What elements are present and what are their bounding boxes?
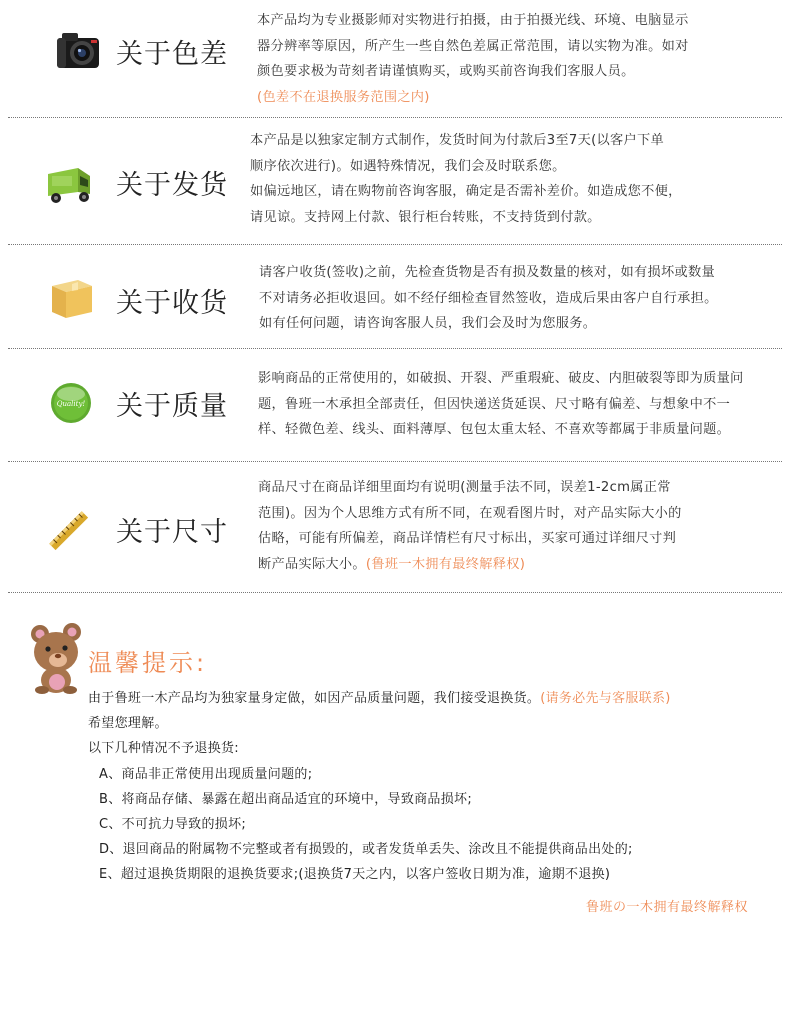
quality-badge-icon bbox=[47, 380, 97, 426]
section-title: 关于尺寸 bbox=[116, 517, 228, 548]
section-title: 关于发货 bbox=[116, 170, 228, 201]
section-body: 影响商品的正常使用的，如破损、开裂、严重瑕疵、破皮、内胆破裂等即为质量问 题，鲁班一木承担全部责任，但因快递送货延误、尺寸略有偏差、与想象中不一 样、轻微色差、线头、面料薄厚、包包太重太轻、不喜欢等都属于非质量问题。 bbox=[258, 371, 744, 437]
tips-title: 温馨提示: bbox=[88, 649, 208, 677]
section-title: 关于色差 bbox=[116, 39, 228, 70]
list-title: 以下几种情况不予退换货: bbox=[88, 741, 239, 757]
section-body: 本产品均为专业摄影师对实物进行拍摄，由于拍摄光线、环境、电脑显示 器分辨率等原因，所产生一些自然色差属正常范围，请以实物为准。如对 颜色要求极为苛刻者请谨慎购买，或购买前咨询我们客服人员。 (色差不在退换服务范围之内) bbox=[257, 8, 689, 110]
divider bbox=[8, 117, 782, 118]
signature: 鲁班の一木拥有最终解释权 bbox=[585, 900, 748, 915]
contact-note: (请务必先与客服联系) bbox=[540, 691, 671, 706]
disclaimer-note: (鲁班一木拥有最终解释权) bbox=[365, 556, 526, 572]
divider bbox=[8, 348, 782, 349]
section-body: 商品尺寸在商品详细里面均有说明(测量手法不同，误差1-2cm属正常 范围)。因为个人思维方式有所不同，在观看图片时，对产品实际大小的 估略，可能有所偏差，商品详情栏有尺寸标出，买家可通过详细尺寸判 断产品实际大小。(鲁班一木拥有最终解释权) bbox=[258, 480, 682, 572]
exclusion-list bbox=[88, 762, 671, 888]
list-item: E、超过退换货期限的退换货要求;(退换货7天之内，以客户签收日期为准，逾期不退换) bbox=[99, 867, 611, 883]
divider bbox=[8, 592, 782, 593]
package-icon bbox=[48, 276, 98, 322]
ruler-icon bbox=[44, 506, 94, 556]
svg-text:Quality!: Quality! bbox=[56, 400, 86, 408]
camera-icon bbox=[54, 28, 104, 74]
list-item: D、退回商品的附属物不完整或者有损毁的，或者发货单丢失、涂改且不能提供商品出处的; bbox=[99, 842, 633, 858]
section-title: 关于质量 bbox=[116, 391, 228, 422]
tips-body: 由于鲁班一木产品均为独家量身定做，如因产品质量问题，我们接受退换货。(请务必先与客服联系) 希望您理解。 以下几种情况不予退换货: A、商品非正常使用出现质量问题的; B、将商品存储、暴露在超出商品适宜的环境中，导致商品损坏; C、不可抗力导致的损坏; D、退回商品的附属物不完整或者有损毁的，或者发货单丢失、涂改且不能提供商品出处的; E、超过退换货期限的退换货要求;(退换货7天之内，以客户签收日期为准，逾期不退换) bbox=[88, 686, 671, 888]
list-item: A、商品非正常使用出现质量问题的; bbox=[99, 766, 313, 782]
divider bbox=[8, 244, 782, 245]
list-item: B、将商品存储、暴露在超出商品适宜的环境中，导致商品损坏; bbox=[99, 791, 472, 807]
section-body: 请客户收货(签收)之前，先检查货物是否有损及数量的核对，如有损坏或数量 不对请务必拒收退回。如不经仔细检查冒然签收，造成后果由客户自行承担。 如有任何问题，请咨询客服人员，我们会及时为您服务。 bbox=[259, 265, 718, 331]
divider bbox=[8, 461, 782, 462]
section-title: 关于收货 bbox=[116, 288, 228, 319]
bear-mascot-icon bbox=[28, 622, 88, 694]
list-item: C、不可抗力导致的损坏; bbox=[99, 817, 247, 833]
section-body: 本产品是以独家定制方式制作，发货时间为付款后3至7天(以客户下单 顺序依次进行)。如遇特殊情况，我们会及时联系您。 如偏远地区，请在购物前咨询客服，确定是否需补差价。如造成您不便， 请见谅。支持网上付款、银行柜台转账，不支持货到付款。 bbox=[250, 133, 682, 225]
disclaimer-note: (色差不在退换服务范围之内) bbox=[257, 89, 430, 105]
truck-icon bbox=[44, 160, 100, 206]
